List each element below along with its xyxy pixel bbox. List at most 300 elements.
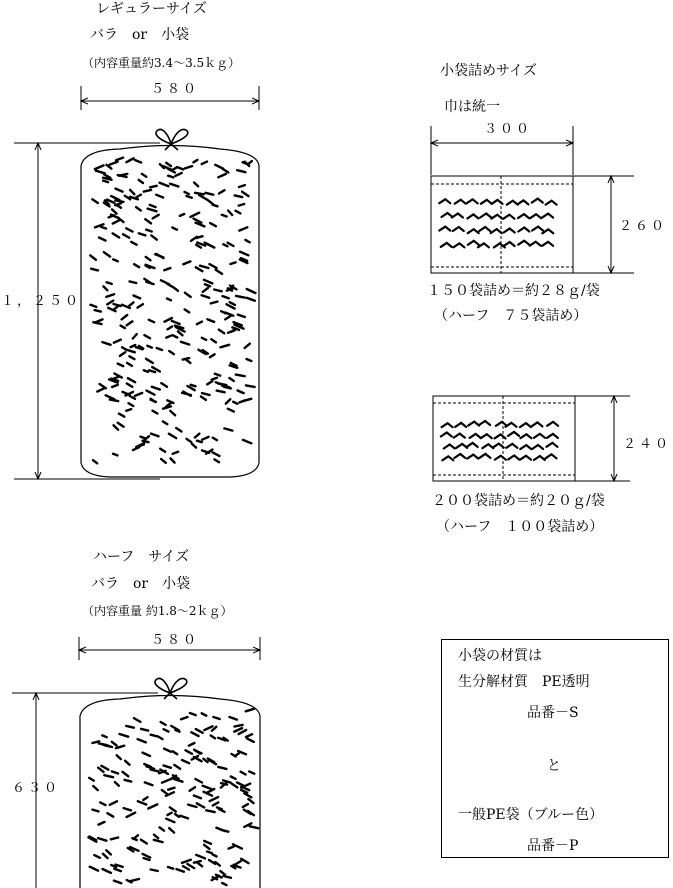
content-dash (240, 252, 248, 256)
small-bag-item (506, 444, 517, 448)
small-bag-item (495, 434, 506, 438)
small-bag-item (546, 454, 557, 458)
content-dash (160, 183, 169, 186)
content-dash (194, 796, 201, 799)
small-bag-item (452, 214, 463, 218)
content-dash (106, 850, 111, 854)
content-dash (125, 761, 129, 765)
content-dash (160, 449, 165, 452)
content-dash (125, 780, 132, 782)
content-dash (217, 807, 222, 809)
content-dash (121, 326, 125, 329)
content-dash (138, 304, 144, 308)
content-dash (161, 383, 167, 387)
content-dash (191, 385, 196, 387)
content-dash (130, 190, 134, 194)
content-dash (150, 186, 157, 188)
content-dash (189, 743, 195, 746)
content-dash (237, 783, 244, 786)
content-dash (218, 174, 226, 177)
content-dash (212, 452, 219, 456)
bag1-fill-text: １５０袋詰め＝約２８ｇ/袋 (427, 283, 600, 299)
content-dash (178, 331, 183, 335)
content-dash (239, 185, 245, 187)
content-dash (197, 803, 204, 807)
small-bag-1-illustration (431, 126, 634, 273)
small-bag-item (481, 434, 492, 438)
content-dash (101, 227, 106, 229)
content-dash (93, 460, 97, 463)
regular-title: レギュラーサイズ (96, 1, 207, 17)
content-dash (242, 192, 248, 196)
content-dash (164, 729, 169, 731)
content-dash (95, 310, 101, 312)
content-dash (248, 799, 253, 803)
content-dash (216, 270, 223, 274)
content-dash (106, 294, 114, 297)
bag2-half-text: （ハーフ １００袋詰め） (436, 519, 604, 535)
content-dash (182, 760, 189, 763)
content-dash (216, 828, 224, 831)
content-dash (190, 787, 195, 791)
content-dash (207, 319, 214, 322)
content-dash (250, 826, 259, 828)
content-dash (148, 209, 157, 212)
content-dash (115, 200, 123, 202)
content-dash (167, 299, 171, 301)
content-dash (190, 213, 199, 217)
content-dash (238, 315, 245, 317)
content-dash (235, 195, 243, 197)
small-bag-item (453, 243, 464, 247)
content-dash (196, 245, 201, 248)
content-dash (111, 838, 118, 840)
content-dash (239, 227, 247, 230)
content-dash (210, 797, 218, 801)
content-dash (220, 871, 225, 875)
content-dash (222, 883, 226, 885)
content-dash (99, 822, 105, 825)
small-bag-item (520, 445, 531, 449)
small-bag-item (453, 227, 464, 231)
bag2-fill-text: ２００袋詰め＝約２０ｇ/袋 (432, 493, 605, 509)
regular-bag-tie (156, 129, 188, 150)
content-dash (182, 860, 191, 863)
content-dash (143, 753, 151, 756)
small-bag-item (442, 456, 453, 460)
content-dash (126, 228, 132, 231)
bag2-height-label: ２４０ (623, 437, 672, 452)
small-bag-item (491, 215, 502, 219)
content-dash (211, 339, 216, 342)
small-bag-item (504, 229, 515, 233)
content-dash (99, 743, 108, 745)
content-dash (175, 173, 181, 176)
content-dash (213, 438, 217, 441)
content-dash (154, 835, 158, 839)
content-dash (166, 336, 171, 338)
content-dash (123, 392, 130, 395)
content-dash (130, 281, 137, 283)
content-dash (102, 342, 110, 345)
content-dash (130, 879, 139, 881)
content-dash (167, 400, 173, 403)
regular-bag-contents (90, 158, 255, 464)
content-dash (146, 359, 153, 363)
small-bag-item (508, 432, 519, 436)
content-dash (223, 296, 229, 298)
content-dash (202, 713, 207, 715)
small-bag-item (507, 201, 518, 205)
content-dash (231, 777, 236, 779)
small-bag-item (532, 445, 543, 449)
content-dash (104, 252, 110, 256)
content-dash (247, 298, 255, 301)
material-line-1: 小袋の材質は (458, 648, 542, 664)
small-bag-item (480, 214, 491, 218)
content-dash (235, 753, 239, 756)
content-dash (153, 411, 158, 414)
content-dash (100, 802, 105, 805)
content-dash (199, 195, 207, 199)
content-dash (144, 370, 148, 372)
content-dash (116, 158, 123, 161)
content-dash (123, 772, 129, 776)
content-dash (201, 397, 206, 400)
content-dash (99, 238, 106, 241)
small-bag-item (532, 199, 543, 203)
small-bag-item (482, 444, 493, 448)
small-bag-item (520, 456, 531, 460)
half-title: ハーフ サイズ (93, 549, 190, 565)
content-dash (187, 196, 192, 198)
small-bag-item (441, 243, 452, 247)
content-dash (229, 378, 233, 381)
content-dash (236, 296, 244, 298)
content-dash (138, 739, 146, 742)
content-dash (145, 782, 153, 785)
small-bag-title: 小袋詰めサイズ (440, 63, 537, 79)
content-dash (120, 352, 125, 356)
content-dash (244, 793, 251, 797)
content-dash (245, 344, 250, 348)
bag1-height-label: ２６０ (619, 219, 668, 234)
content-dash (160, 827, 165, 830)
small-bag-item (442, 423, 453, 427)
content-dash (247, 289, 256, 293)
content-dash (207, 789, 215, 793)
small-bag-item (481, 200, 492, 204)
content-dash (164, 766, 171, 768)
content-dash (166, 163, 171, 166)
content-dash (230, 262, 235, 264)
content-dash (151, 400, 156, 402)
content-dash (194, 183, 198, 187)
content-dash (151, 434, 159, 437)
content-dash (126, 158, 133, 162)
content-dash (134, 718, 141, 722)
content-dash (170, 411, 175, 415)
content-dash (143, 797, 147, 800)
content-dash (238, 391, 244, 394)
content-dash (172, 321, 180, 324)
content-dash (89, 778, 94, 781)
content-dash (212, 378, 217, 380)
content-dash (195, 751, 201, 754)
content-dash (145, 219, 151, 223)
content-dash (112, 385, 118, 387)
content-dash (146, 230, 152, 232)
small-bag-width-note: 巾は統一 (444, 99, 500, 115)
content-dash (186, 750, 193, 754)
content-dash (146, 766, 154, 768)
content-dash (185, 309, 190, 312)
small-bag-item (534, 434, 545, 438)
small-bag-item (468, 422, 479, 426)
content-dash (116, 189, 123, 192)
content-dash (134, 264, 139, 267)
content-dash (196, 223, 205, 227)
content-dash (157, 348, 162, 350)
content-dash (168, 327, 173, 330)
content-dash (144, 335, 150, 338)
content-dash (187, 439, 192, 442)
content-dash (143, 441, 149, 443)
content-dash (139, 233, 146, 235)
content-dash (114, 881, 121, 884)
small-bag-item (547, 422, 558, 426)
content-dash (205, 193, 213, 195)
content-dash (122, 347, 127, 350)
small-bag-item (442, 213, 453, 217)
content-dash (202, 295, 210, 298)
content-dash (133, 334, 137, 338)
content-dash (122, 315, 128, 319)
content-dash (156, 195, 163, 198)
content-dash (224, 876, 231, 878)
small-bag-item (531, 422, 542, 426)
content-dash (234, 728, 242, 732)
content-dash (172, 228, 177, 230)
content-dash (91, 305, 97, 307)
content-dash (239, 730, 247, 734)
content-dash (241, 790, 247, 793)
content-dash (146, 257, 151, 260)
content-dash (245, 240, 249, 242)
content-dash (93, 786, 98, 790)
content-dash (204, 280, 212, 284)
content-dash (228, 243, 234, 246)
content-dash (183, 866, 189, 870)
content-dash (168, 788, 174, 790)
content-dash (136, 207, 141, 210)
content-dash (212, 854, 216, 856)
content-dash (185, 293, 191, 297)
content-dash (147, 391, 155, 395)
content-dash (235, 725, 243, 727)
content-dash (103, 869, 111, 873)
content-dash (107, 282, 112, 284)
content-dash (226, 399, 231, 403)
small-bag-item (439, 227, 450, 231)
small-bag-item (495, 456, 506, 460)
content-dash (243, 399, 252, 401)
content-dash (193, 160, 197, 162)
content-dash (222, 215, 227, 217)
content-dash (100, 384, 106, 388)
content-dash (151, 235, 157, 239)
small-bag-item (542, 214, 553, 218)
content-dash (123, 234, 129, 237)
content-dash (204, 841, 211, 844)
small-bag-item (479, 227, 490, 231)
content-dash (213, 802, 219, 805)
content-dash (196, 729, 203, 733)
content-dash (138, 801, 146, 804)
content-dash (188, 805, 196, 807)
content-dash (213, 717, 219, 719)
content-dash (163, 406, 171, 408)
content-dash (129, 403, 134, 406)
content-dash (210, 354, 215, 357)
content-dash (161, 280, 169, 284)
content-dash (126, 726, 134, 728)
content-dash (150, 205, 156, 207)
content-dash (162, 790, 167, 794)
content-dash (233, 402, 237, 404)
content-dash (164, 749, 171, 752)
content-dash (149, 320, 154, 322)
content-dash (181, 717, 187, 719)
content-dash (230, 717, 237, 720)
content-dash (101, 766, 108, 770)
content-dash (110, 162, 118, 165)
content-dash (221, 783, 227, 785)
small-bag-item (470, 434, 481, 438)
content-dash (141, 840, 147, 844)
content-dash (223, 780, 230, 782)
content-dash (113, 220, 120, 223)
content-dash (202, 437, 208, 440)
regular-bag-illustration (14, 86, 259, 479)
content-dash (119, 174, 127, 176)
content-dash (167, 813, 171, 815)
small-bag-item (520, 423, 531, 427)
content-dash (92, 199, 98, 203)
content-dash (204, 845, 209, 849)
content-dash (241, 859, 248, 863)
small-bag-2-contents (441, 421, 558, 460)
content-dash (126, 409, 131, 411)
content-dash (169, 828, 174, 833)
content-dash (153, 215, 159, 219)
content-dash (180, 214, 184, 216)
small-bag-item (542, 242, 553, 246)
content-dash (247, 359, 252, 361)
content-dash (113, 306, 118, 310)
small-bag-item (454, 454, 465, 458)
content-dash (246, 709, 254, 712)
content-dash (209, 264, 216, 268)
content-dash (112, 742, 117, 746)
content-dash (129, 302, 133, 305)
content-dash (135, 393, 142, 396)
content-dash (133, 835, 138, 839)
content-dash (175, 814, 179, 817)
content-dash (119, 414, 125, 417)
content-dash (151, 735, 158, 737)
content-dash (203, 288, 208, 292)
content-dash (133, 447, 139, 450)
material-line-3: 品番－S (527, 705, 579, 721)
content-dash (161, 722, 166, 725)
content-dash (211, 736, 215, 739)
small-bag-item (467, 214, 478, 218)
content-dash (177, 869, 184, 872)
content-dash (196, 267, 203, 271)
content-dash (192, 444, 196, 448)
content-dash (127, 384, 133, 387)
content-dash (243, 804, 248, 807)
content-dash (176, 428, 181, 432)
small-bag-item (456, 444, 467, 448)
content-dash (145, 436, 149, 440)
content-dash (207, 852, 212, 854)
content-dash (228, 330, 235, 333)
content-dash (103, 854, 108, 858)
content-dash (225, 315, 232, 319)
content-dash (113, 233, 120, 237)
bag1-half-text: （ハーフ ７５袋詰め） (434, 308, 588, 324)
content-dash (90, 255, 96, 259)
content-dash (169, 434, 176, 438)
material-line-5: 一般PE袋（ブルー色） (458, 807, 604, 823)
content-dash (148, 804, 157, 808)
small-bag-item (441, 433, 452, 437)
content-dash (214, 459, 219, 462)
content-dash (154, 840, 163, 842)
content-dash (207, 200, 212, 204)
content-dash (95, 165, 104, 169)
content-dash (239, 204, 245, 206)
content-dash (93, 810, 99, 812)
content-dash (218, 767, 226, 769)
content-dash (128, 378, 135, 382)
small-bag-item (493, 444, 504, 448)
content-dash (136, 195, 141, 198)
content-dash (228, 409, 234, 412)
small-bag-item (439, 199, 450, 203)
content-dash (194, 861, 201, 863)
small-bag-item (506, 423, 517, 427)
small-bag-item (467, 455, 478, 459)
content-dash (174, 779, 183, 782)
half-type: バラ or 小袋 (91, 576, 191, 592)
content-dash (197, 441, 202, 443)
content-dash (243, 440, 251, 443)
content-dash (229, 847, 234, 849)
content-dash (127, 321, 133, 325)
content-dash (197, 863, 202, 867)
small-bag-item (517, 200, 528, 204)
small-bag-item (478, 243, 489, 247)
content-dash (209, 860, 215, 864)
content-dash (208, 759, 214, 763)
small-bag-width-label: ３００ (484, 122, 533, 137)
small-bag-item (454, 434, 465, 438)
content-dash (144, 190, 151, 192)
content-dash (139, 180, 143, 183)
